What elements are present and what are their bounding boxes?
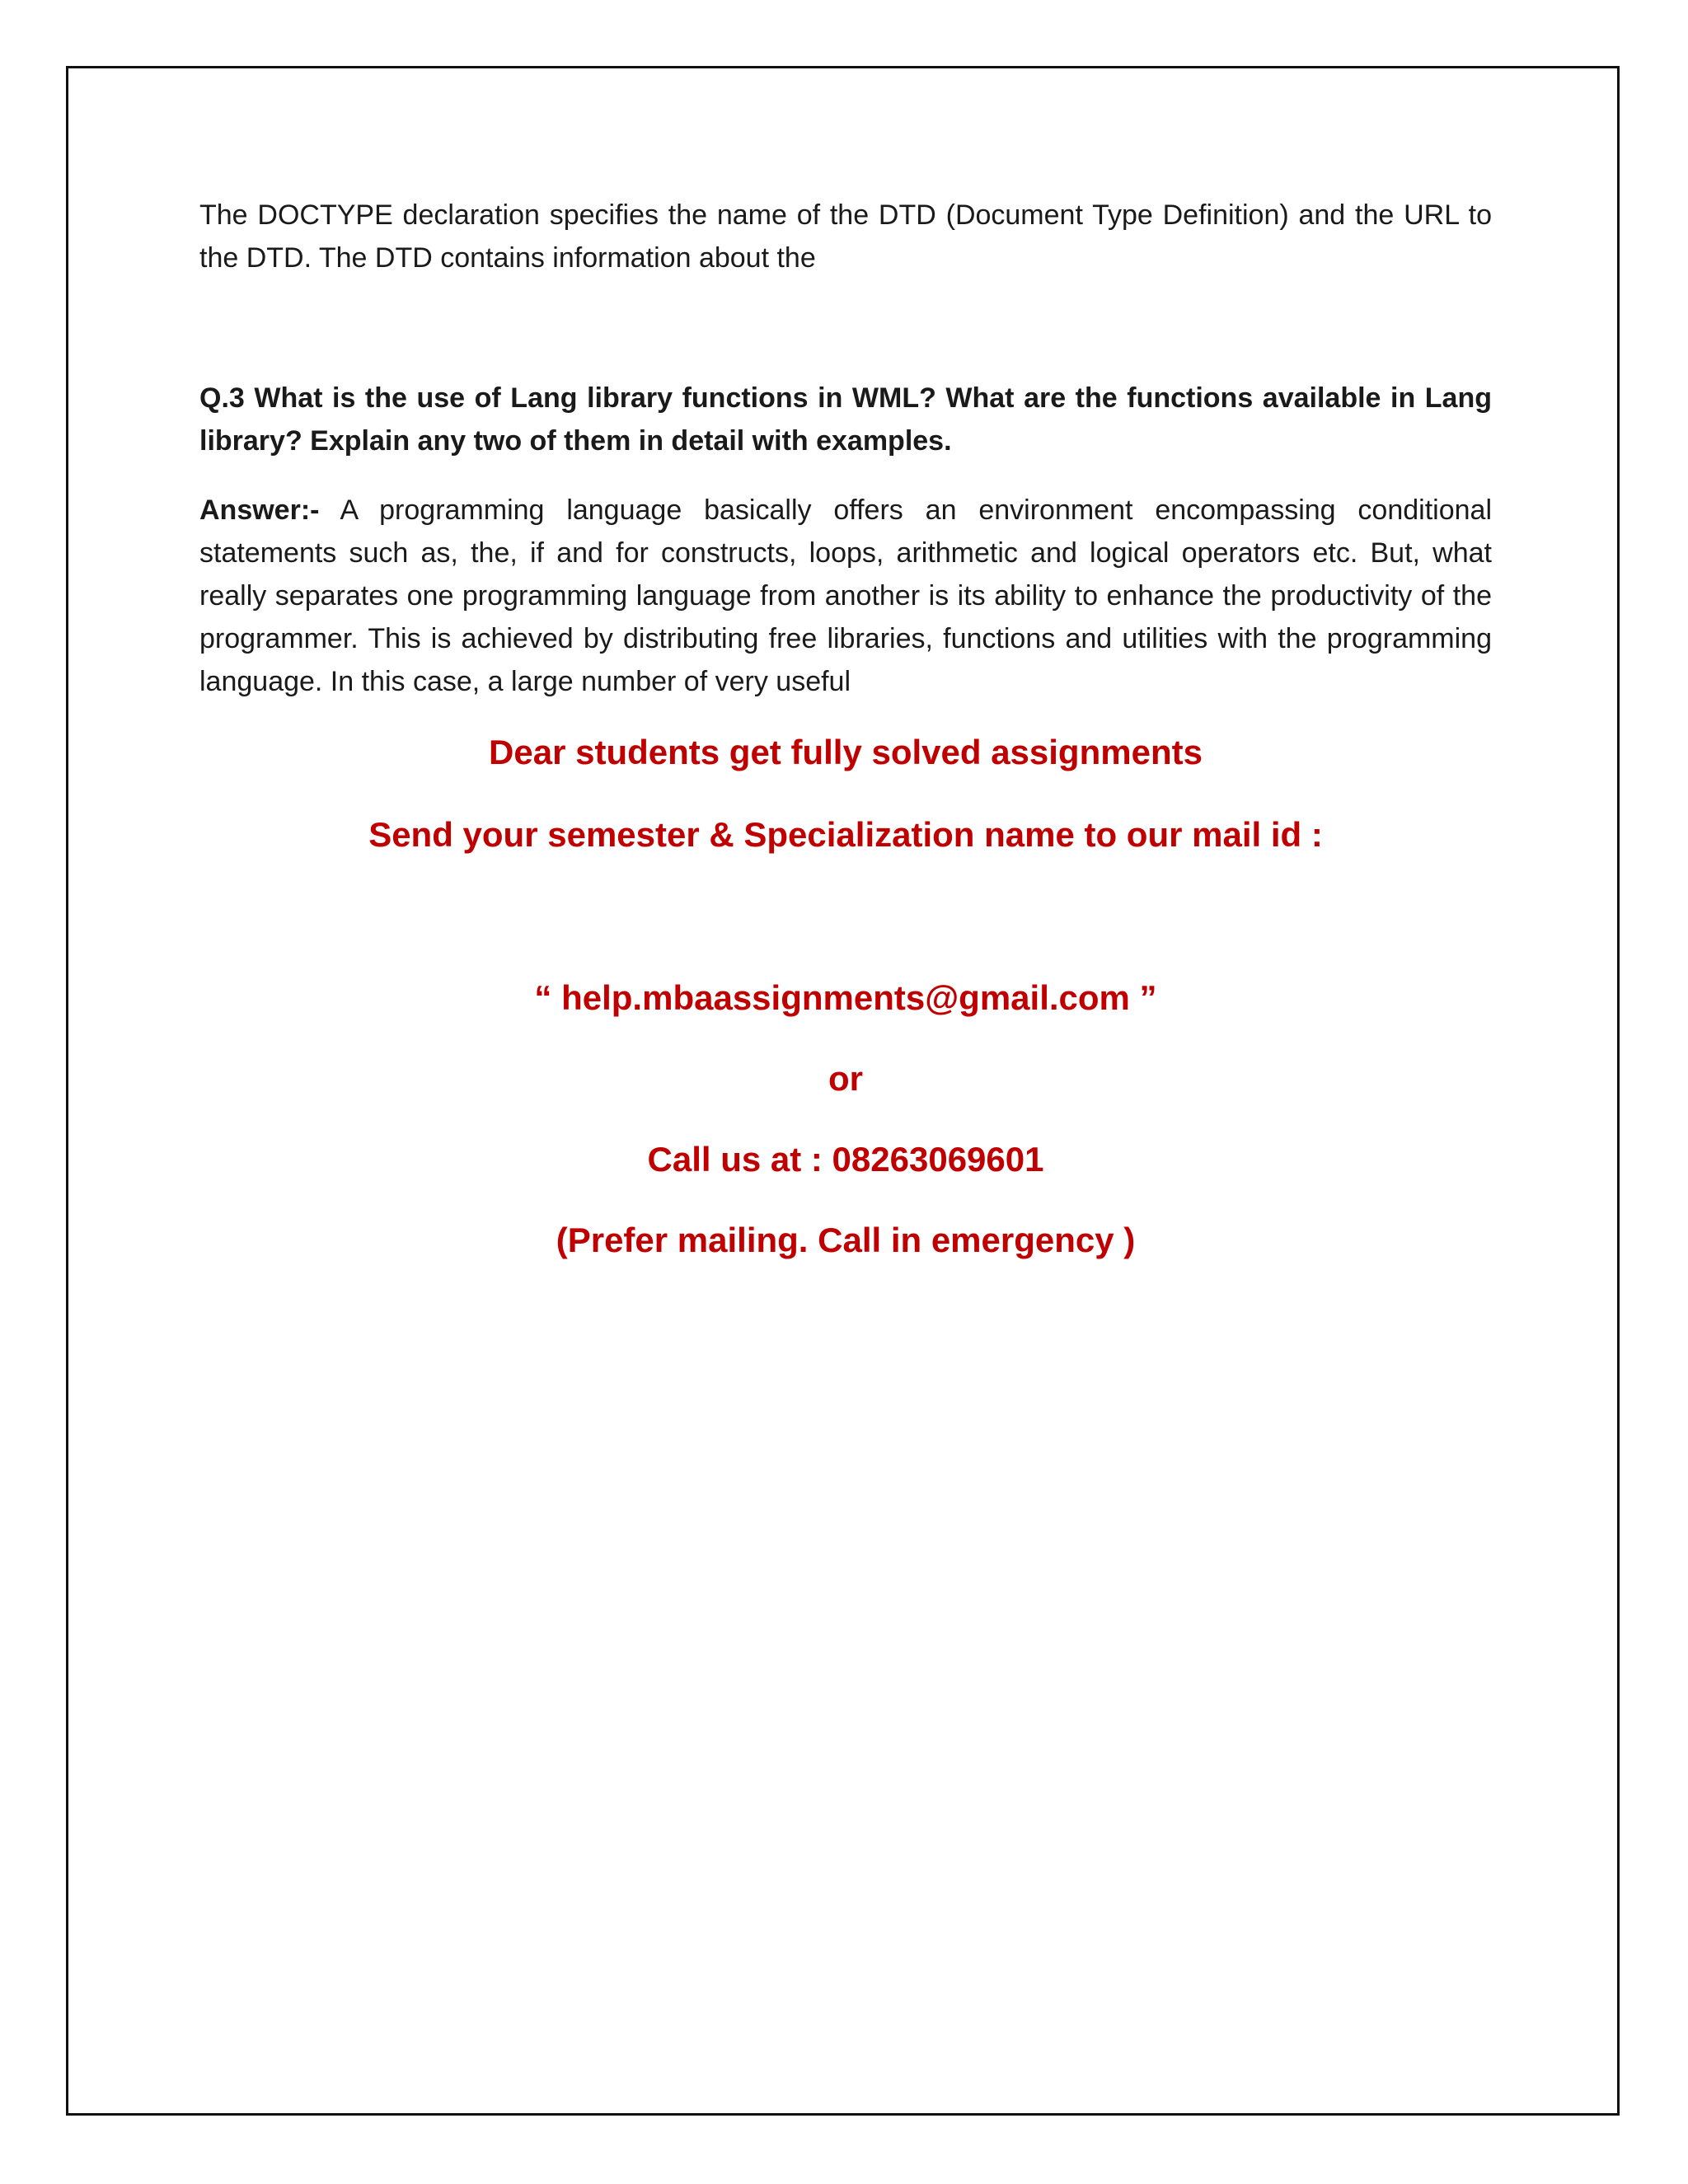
promo-note: (Prefer mailing. Call in emergency )	[556, 1221, 1136, 1259]
question-heading: Q.3 What is the use of Lang library functions in WML? What are the functions available in Lang library? Explain any two of them in detail with examples.	[199, 382, 1492, 457]
spacer	[199, 279, 1492, 377]
promo-or: or	[828, 1059, 863, 1098]
promo-email: “ help.mbaassignments@gmail.com ”	[534, 978, 1157, 1017]
promo-call: Call us at : 08263069601	[647, 1140, 1044, 1179]
answer-paragraph	[199, 489, 1492, 703]
document-body	[199, 194, 1492, 703]
promo-block	[199, 728, 1492, 1265]
answer-label: Answer:-	[199, 494, 320, 526]
promo-line-2: Send your semester & Specialization name to our mail id :	[368, 815, 1323, 854]
promo-line-1: Dear students get fully solved assignments	[489, 733, 1203, 771]
intro-paragraph: The DOCTYPE declaration specifies the name of the DTD (Document Type Definition) and the URL to the DTD. The DTD contains information about the	[199, 199, 1492, 274]
answer-text: A programming language basically offers an environment encompassing conditional statements such as, the, if and for constructs, loops, arithmetic and logical operators etc. But, what really separates one programming language from another is its ability to enhance the productivity of the programmer. This is achieved by distributing free libraries, functions and utilities with the programming language. In this case, a large number of very useful	[199, 494, 1492, 697]
spacer	[199, 462, 1492, 489]
